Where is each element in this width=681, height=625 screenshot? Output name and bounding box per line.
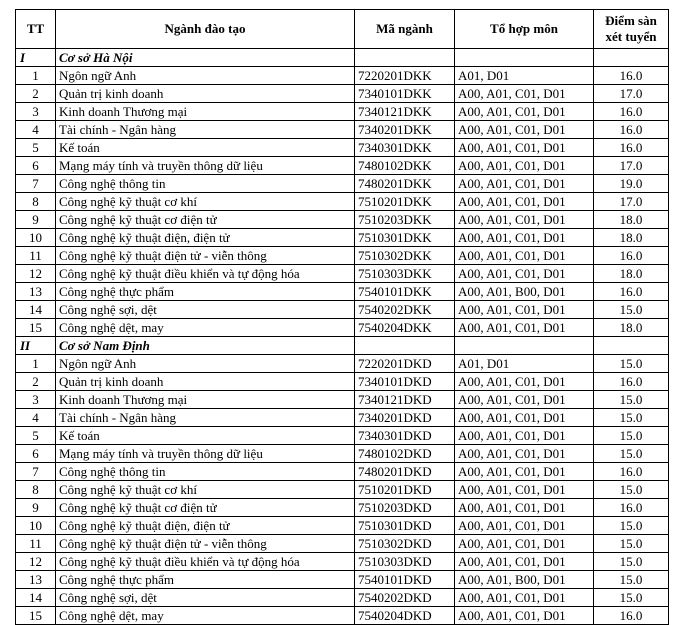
row-score: 15.0 — [594, 535, 669, 553]
row-major: Kế toán — [56, 139, 355, 157]
row-combo: A00, A01, C01, D01 — [455, 265, 594, 283]
row-tt: 1 — [16, 355, 56, 373]
row-tt: 3 — [16, 391, 56, 409]
row-tt: 15 — [16, 319, 56, 337]
row-combo: A00, A01, C01, D01 — [455, 445, 594, 463]
row-score: 17.0 — [594, 85, 669, 103]
table-row — [16, 193, 669, 211]
row-combo: A00, A01, C01, D01 — [455, 301, 594, 319]
row-tt: 6 — [16, 445, 56, 463]
table-row — [16, 445, 669, 463]
row-score: 18.0 — [594, 229, 669, 247]
row-major: Tài chính - Ngân hàng — [56, 121, 355, 139]
row-combo: A00, A01, C01, D01 — [455, 517, 594, 535]
row-tt: 13 — [16, 571, 56, 589]
row-combo: A00, A01, B00, D01 — [455, 571, 594, 589]
row-score: 17.0 — [594, 157, 669, 175]
row-score: 15.0 — [594, 589, 669, 607]
row-tt: 13 — [16, 283, 56, 301]
row-major: Công nghệ kỹ thuật cơ điện tử — [56, 499, 355, 517]
row-tt: 10 — [16, 229, 56, 247]
row-combo: A00, A01, B00, D01 — [455, 283, 594, 301]
row-code: 7480201DKD — [355, 463, 455, 481]
row-code: 7340121DKK — [355, 103, 455, 121]
row-code: 7340101DKD — [355, 373, 455, 391]
row-tt: 2 — [16, 373, 56, 391]
row-major: Quản trị kinh doanh — [56, 85, 355, 103]
row-tt: 14 — [16, 301, 56, 319]
row-code: 7510303DKK — [355, 265, 455, 283]
row-code: 7510302DKD — [355, 535, 455, 553]
header-major: Ngành đào tạo — [56, 10, 355, 49]
table-row — [16, 319, 669, 337]
header-tt: TT — [16, 10, 56, 49]
row-combo: A00, A01, C01, D01 — [455, 553, 594, 571]
row-tt: 4 — [16, 409, 56, 427]
row-combo: A00, A01, C01, D01 — [455, 391, 594, 409]
table-row — [16, 409, 669, 427]
table-row — [16, 85, 669, 103]
row-score: 16.0 — [594, 373, 669, 391]
row-combo: A00, A01, C01, D01 — [455, 319, 594, 337]
row-code: 7510301DKD — [355, 517, 455, 535]
row-tt: 8 — [16, 193, 56, 211]
section-header-row — [16, 337, 669, 355]
row-tt: 7 — [16, 175, 56, 193]
table-row — [16, 247, 669, 265]
row-score: 19.0 — [594, 175, 669, 193]
row-code: 7510303DKD — [355, 553, 455, 571]
table-row — [16, 373, 669, 391]
table-row — [16, 121, 669, 139]
table-row — [16, 427, 669, 445]
row-tt: 2 — [16, 85, 56, 103]
row-tt: 15 — [16, 607, 56, 625]
header-score-line1: Điểm sàn — [605, 13, 657, 28]
row-code: 7220201DKD — [355, 355, 455, 373]
table-row — [16, 67, 669, 85]
row-score: 16.0 — [594, 463, 669, 481]
row-code: 7510203DKK — [355, 211, 455, 229]
row-major: Công nghệ kỹ thuật điện, điện tử — [56, 229, 355, 247]
row-major: Công nghệ kỹ thuật điện, điện tử — [56, 517, 355, 535]
row-tt: 10 — [16, 517, 56, 535]
row-combo: A00, A01, C01, D01 — [455, 247, 594, 265]
row-code: 7480102DKK — [355, 157, 455, 175]
row-code: 7540204DKD — [355, 607, 455, 625]
row-major: Ngôn ngữ Anh — [56, 67, 355, 85]
table-row — [16, 301, 669, 319]
row-code: 7340201DKD — [355, 409, 455, 427]
row-score: 15.0 — [594, 391, 669, 409]
row-code: 7540101DKK — [355, 283, 455, 301]
row-tt: 9 — [16, 211, 56, 229]
row-major: Kinh doanh Thương mại — [56, 391, 355, 409]
row-tt: 11 — [16, 247, 56, 265]
table-row — [16, 571, 669, 589]
row-tt: 11 — [16, 535, 56, 553]
row-tt: 1 — [16, 67, 56, 85]
row-code: 7540101DKD — [355, 571, 455, 589]
table-body — [16, 49, 669, 625]
row-code: 7340101DKK — [355, 85, 455, 103]
row-score: 15.0 — [594, 553, 669, 571]
row-score: 18.0 — [594, 211, 669, 229]
row-combo: A00, A01, C01, D01 — [455, 607, 594, 625]
row-code: 7540202DKK — [355, 301, 455, 319]
row-code: 7510203DKD — [355, 499, 455, 517]
row-score: 15.0 — [594, 445, 669, 463]
row-combo: A00, A01, C01, D01 — [455, 409, 594, 427]
table-row — [16, 175, 669, 193]
row-code: 7540204DKK — [355, 319, 455, 337]
section-number: II — [16, 337, 56, 355]
table-row — [16, 499, 669, 517]
row-tt: 5 — [16, 427, 56, 445]
section-title: Cơ sở Nam Định — [56, 337, 355, 355]
row-major: Công nghệ thực phẩm — [56, 283, 355, 301]
row-tt: 12 — [16, 553, 56, 571]
row-score: 16.0 — [594, 67, 669, 85]
table-row — [16, 355, 669, 373]
row-combo: A00, A01, C01, D01 — [455, 85, 594, 103]
table-row — [16, 229, 669, 247]
row-score: 15.0 — [594, 301, 669, 319]
row-major: Mạng máy tính và truyền thông dữ liệu — [56, 445, 355, 463]
row-combo: A00, A01, C01, D01 — [455, 103, 594, 121]
section-empty-code — [355, 49, 455, 67]
section-number: I — [16, 49, 56, 67]
row-score: 15.0 — [594, 409, 669, 427]
row-score: 16.0 — [594, 247, 669, 265]
table-row — [16, 103, 669, 121]
row-combo: A00, A01, C01, D01 — [455, 193, 594, 211]
row-tt: 4 — [16, 121, 56, 139]
row-major: Công nghệ kỹ thuật cơ khí — [56, 481, 355, 499]
row-tt: 14 — [16, 589, 56, 607]
row-score: 16.0 — [594, 139, 669, 157]
table-row — [16, 265, 669, 283]
row-code: 7340201DKK — [355, 121, 455, 139]
table-row — [16, 463, 669, 481]
row-code: 7340301DKK — [355, 139, 455, 157]
row-code: 7510201DKK — [355, 193, 455, 211]
section-empty-score — [594, 49, 669, 67]
row-major: Kế toán — [56, 427, 355, 445]
row-code: 7340121DKD — [355, 391, 455, 409]
row-code: 7480102DKD — [355, 445, 455, 463]
row-tt: 6 — [16, 157, 56, 175]
row-combo: A00, A01, C01, D01 — [455, 211, 594, 229]
row-code: 7220201DKK — [355, 67, 455, 85]
row-code: 7540202DKD — [355, 589, 455, 607]
table-row — [16, 553, 669, 571]
row-score: 15.0 — [594, 355, 669, 373]
row-major: Công nghệ sợi, dệt — [56, 589, 355, 607]
table-row — [16, 535, 669, 553]
row-major: Công nghệ dệt, may — [56, 607, 355, 625]
table-row — [16, 283, 669, 301]
row-combo: A00, A01, C01, D01 — [455, 229, 594, 247]
row-combo: A00, A01, C01, D01 — [455, 139, 594, 157]
section-header-row — [16, 49, 669, 67]
header-score-line2: xét tuyển — [605, 29, 657, 44]
row-major: Công nghệ kỹ thuật điều khiển và tự động hóa — [56, 553, 355, 571]
row-combo: A00, A01, C01, D01 — [455, 175, 594, 193]
table-row — [16, 589, 669, 607]
row-major: Kinh doanh Thương mại — [56, 103, 355, 121]
row-combo: A00, A01, C01, D01 — [455, 481, 594, 499]
row-code: 7510302DKK — [355, 247, 455, 265]
header-score — [594, 10, 669, 49]
row-code: 7510201DKD — [355, 481, 455, 499]
row-score: 15.0 — [594, 427, 669, 445]
row-major: Quản trị kinh doanh — [56, 373, 355, 391]
section-title: Cơ sở Hà Nội — [56, 49, 355, 67]
row-major: Công nghệ kỹ thuật điện tử - viễn thông — [56, 247, 355, 265]
row-major: Tài chính - Ngân hàng — [56, 409, 355, 427]
row-score: 18.0 — [594, 319, 669, 337]
row-major: Công nghệ thông tin — [56, 463, 355, 481]
table-row — [16, 607, 669, 625]
row-score: 15.0 — [594, 517, 669, 535]
row-combo: A00, A01, C01, D01 — [455, 589, 594, 607]
row-score: 16.0 — [594, 499, 669, 517]
row-tt: 7 — [16, 463, 56, 481]
row-score: 16.0 — [594, 283, 669, 301]
row-major: Ngôn ngữ Anh — [56, 355, 355, 373]
table-row — [16, 211, 669, 229]
row-tt: 3 — [16, 103, 56, 121]
row-major: Công nghệ kỹ thuật điện tử - viễn thông — [56, 535, 355, 553]
row-major: Mạng máy tính và truyền thông dữ liệu — [56, 157, 355, 175]
row-tt: 12 — [16, 265, 56, 283]
row-score: 15.0 — [594, 571, 669, 589]
row-code: 7480201DKK — [355, 175, 455, 193]
section-empty-combo — [455, 337, 594, 355]
row-combo: A00, A01, C01, D01 — [455, 373, 594, 391]
row-combo: A00, A01, C01, D01 — [455, 463, 594, 481]
row-tt: 9 — [16, 499, 56, 517]
row-combo: A00, A01, C01, D01 — [455, 121, 594, 139]
header-combo: Tổ hợp môn — [455, 10, 594, 49]
table-row — [16, 391, 669, 409]
row-major: Công nghệ kỹ thuật điều khiển và tự động hóa — [56, 265, 355, 283]
row-major: Công nghệ sợi, dệt — [56, 301, 355, 319]
row-tt: 5 — [16, 139, 56, 157]
row-major: Công nghệ kỹ thuật cơ khí — [56, 193, 355, 211]
row-combo: A00, A01, C01, D01 — [455, 157, 594, 175]
table-row — [16, 481, 669, 499]
row-score: 16.0 — [594, 121, 669, 139]
admission-score-table — [15, 9, 669, 625]
header-code: Mã ngành — [355, 10, 455, 49]
row-score: 18.0 — [594, 265, 669, 283]
row-code: 7340301DKD — [355, 427, 455, 445]
table-row — [16, 157, 669, 175]
row-score: 17.0 — [594, 193, 669, 211]
row-major: Công nghệ kỹ thuật cơ điện tử — [56, 211, 355, 229]
table-row — [16, 517, 669, 535]
row-code: 7510301DKK — [355, 229, 455, 247]
row-tt: 8 — [16, 481, 56, 499]
row-combo: A01, D01 — [455, 67, 594, 85]
row-score: 16.0 — [594, 103, 669, 121]
row-combo: A00, A01, C01, D01 — [455, 427, 594, 445]
section-empty-combo — [455, 49, 594, 67]
row-major: Công nghệ thực phẩm — [56, 571, 355, 589]
section-empty-score — [594, 337, 669, 355]
section-empty-code — [355, 337, 455, 355]
row-combo: A00, A01, C01, D01 — [455, 499, 594, 517]
row-combo: A01, D01 — [455, 355, 594, 373]
table-row — [16, 139, 669, 157]
table-header-row — [16, 10, 669, 49]
row-score: 16.0 — [594, 607, 669, 625]
row-combo: A00, A01, C01, D01 — [455, 535, 594, 553]
row-score: 15.0 — [594, 481, 669, 499]
row-major: Công nghệ dệt, may — [56, 319, 355, 337]
row-major: Công nghệ thông tin — [56, 175, 355, 193]
